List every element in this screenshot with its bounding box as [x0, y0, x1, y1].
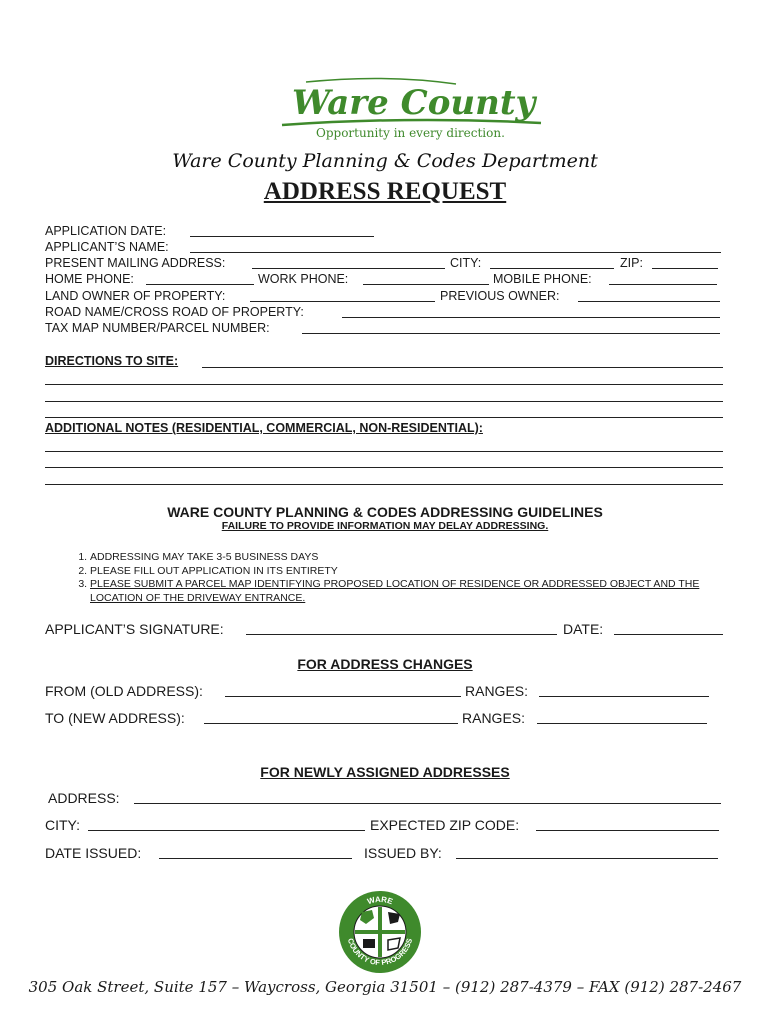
- address-field[interactable]: [134, 803, 721, 804]
- old-address-label: FROM (OLD ADDRESS):: [45, 683, 203, 699]
- footer-address: 305 Oak Street, Suite 157 – Waycross, Georgia 31501 – (912) 287-4379 – FAX (912) 287-2467: [28, 978, 742, 996]
- issued-city-label: CITY:: [45, 817, 81, 833]
- address-changes-title: FOR ADDRESS CHANGES: [297, 656, 473, 672]
- guideline-item: 3. PLEASE SUBMIT A PARCEL MAP IDENTIFYING PROPOSED LOCATION OF RESIDENCE OR ADDRESSED OBJECT AND THE LOCATION OF THE DRIVEWAY ENTRANCE.: [90, 578, 750, 605]
- tax-map-label: TAX MAP NUMBER/PARCEL NUMBER:: [45, 321, 270, 335]
- previous-owner-field[interactable]: [578, 301, 720, 302]
- county-seal-icon: [338, 890, 422, 974]
- ware-county-logo: [276, 76, 546, 142]
- issued-city-field[interactable]: [88, 830, 365, 831]
- work-phone-label: WORK PHONE:: [258, 272, 349, 286]
- old-address-field[interactable]: [225, 696, 461, 697]
- new-address-change-label: TO (NEW ADDRESS):: [45, 710, 185, 726]
- old-ranges-label: RANGES:: [465, 683, 529, 699]
- seal-top-text: WARE: [366, 894, 394, 907]
- new-ranges-field[interactable]: [537, 723, 707, 724]
- guideline-item: 1. ADDRESSING MAY TAKE 3-5 BUSINESS DAYS: [90, 551, 750, 565]
- issued-by-field[interactable]: [456, 858, 718, 859]
- notes-line[interactable]: [45, 484, 723, 485]
- city-label: CITY:: [450, 256, 482, 270]
- guideline-item: 2. PLEASE FILL OUT APPLICATION IN ITS ENTIRETY: [90, 565, 750, 579]
- directions-line[interactable]: [45, 384, 723, 385]
- signature-field[interactable]: [246, 634, 557, 635]
- applicant-name-field[interactable]: [190, 252, 721, 253]
- zip-label: ZIP:: [620, 256, 643, 270]
- city-field[interactable]: [490, 268, 614, 269]
- new-ranges-label: RANGES:: [462, 710, 526, 726]
- land-owner-field[interactable]: [250, 301, 435, 302]
- notes-line[interactable]: [45, 451, 723, 452]
- directions-line[interactable]: [45, 401, 723, 402]
- new-addresses-title: FOR NEWLY ASSIGNED ADDRESSES: [260, 764, 510, 780]
- new-address-change-field[interactable]: [204, 723, 458, 724]
- signature-label: APPLICANT’S SIGNATURE:: [45, 621, 224, 637]
- directions-line[interactable]: [45, 417, 723, 418]
- guidelines-title: WARE COUNTY PLANNING & CODES ADDRESSING GUIDELINES: [167, 504, 603, 520]
- address-label: ADDRESS:: [48, 790, 120, 806]
- logo-tagline: Opportunity in every direction.: [316, 126, 505, 140]
- old-ranges-field[interactable]: [539, 696, 709, 697]
- signature-date-field[interactable]: [614, 634, 723, 635]
- zip-field[interactable]: [652, 268, 718, 269]
- home-phone-label: HOME PHONE:: [45, 272, 134, 286]
- tax-map-field[interactable]: [302, 333, 720, 334]
- road-name-label: ROAD NAME/CROSS ROAD OF PROPERTY:: [45, 305, 304, 319]
- home-phone-field[interactable]: [146, 284, 254, 285]
- land-owner-label: LAND OWNER OF PROPERTY:: [45, 289, 226, 303]
- mailing-address-field[interactable]: [252, 268, 445, 269]
- guidelines-subtitle: FAILURE TO PROVIDE INFORMATION MAY DELAY ADDRESSING.: [221, 520, 549, 532]
- directions-line[interactable]: [202, 367, 723, 368]
- work-phone-field[interactable]: [363, 284, 489, 285]
- date-issued-field[interactable]: [159, 858, 352, 859]
- road-name-field[interactable]: [342, 317, 720, 318]
- previous-owner-label: PREVIOUS OWNER:: [440, 289, 560, 303]
- expected-zip-label: EXPECTED ZIP CODE:: [370, 817, 520, 833]
- logo-wordmark: Ware County: [292, 83, 536, 123]
- expected-zip-field[interactable]: [536, 830, 719, 831]
- application-date-label: APPLICATION DATE:: [45, 224, 167, 238]
- additional-notes-label: ADDITIONAL NOTES (RESIDENTIAL, COMMERCIAL, NON-RESIDENTIAL):: [45, 421, 483, 435]
- mobile-phone-label: MOBILE PHONE:: [493, 272, 592, 286]
- mailing-address-label: PRESENT MAILING ADDRESS:: [45, 256, 226, 270]
- mobile-phone-field[interactable]: [609, 284, 717, 285]
- page-title: ADDRESS REQUEST: [263, 178, 507, 205]
- notes-line[interactable]: [45, 467, 723, 468]
- directions-label: DIRECTIONS TO SITE:: [45, 354, 179, 368]
- issued-by-label: ISSUED BY:: [364, 845, 442, 861]
- application-date-field[interactable]: [190, 236, 374, 237]
- date-issued-label: DATE ISSUED:: [45, 845, 142, 861]
- seal-ring-text: COUNTY OF PROGRESS: [345, 937, 415, 968]
- guidelines-list: [48, 551, 750, 605]
- department-title: Ware County Planning & Codes Department: [172, 150, 598, 172]
- signature-date-label: DATE:: [563, 621, 604, 637]
- applicant-name-label: APPLICANT’S NAME:: [45, 240, 169, 254]
